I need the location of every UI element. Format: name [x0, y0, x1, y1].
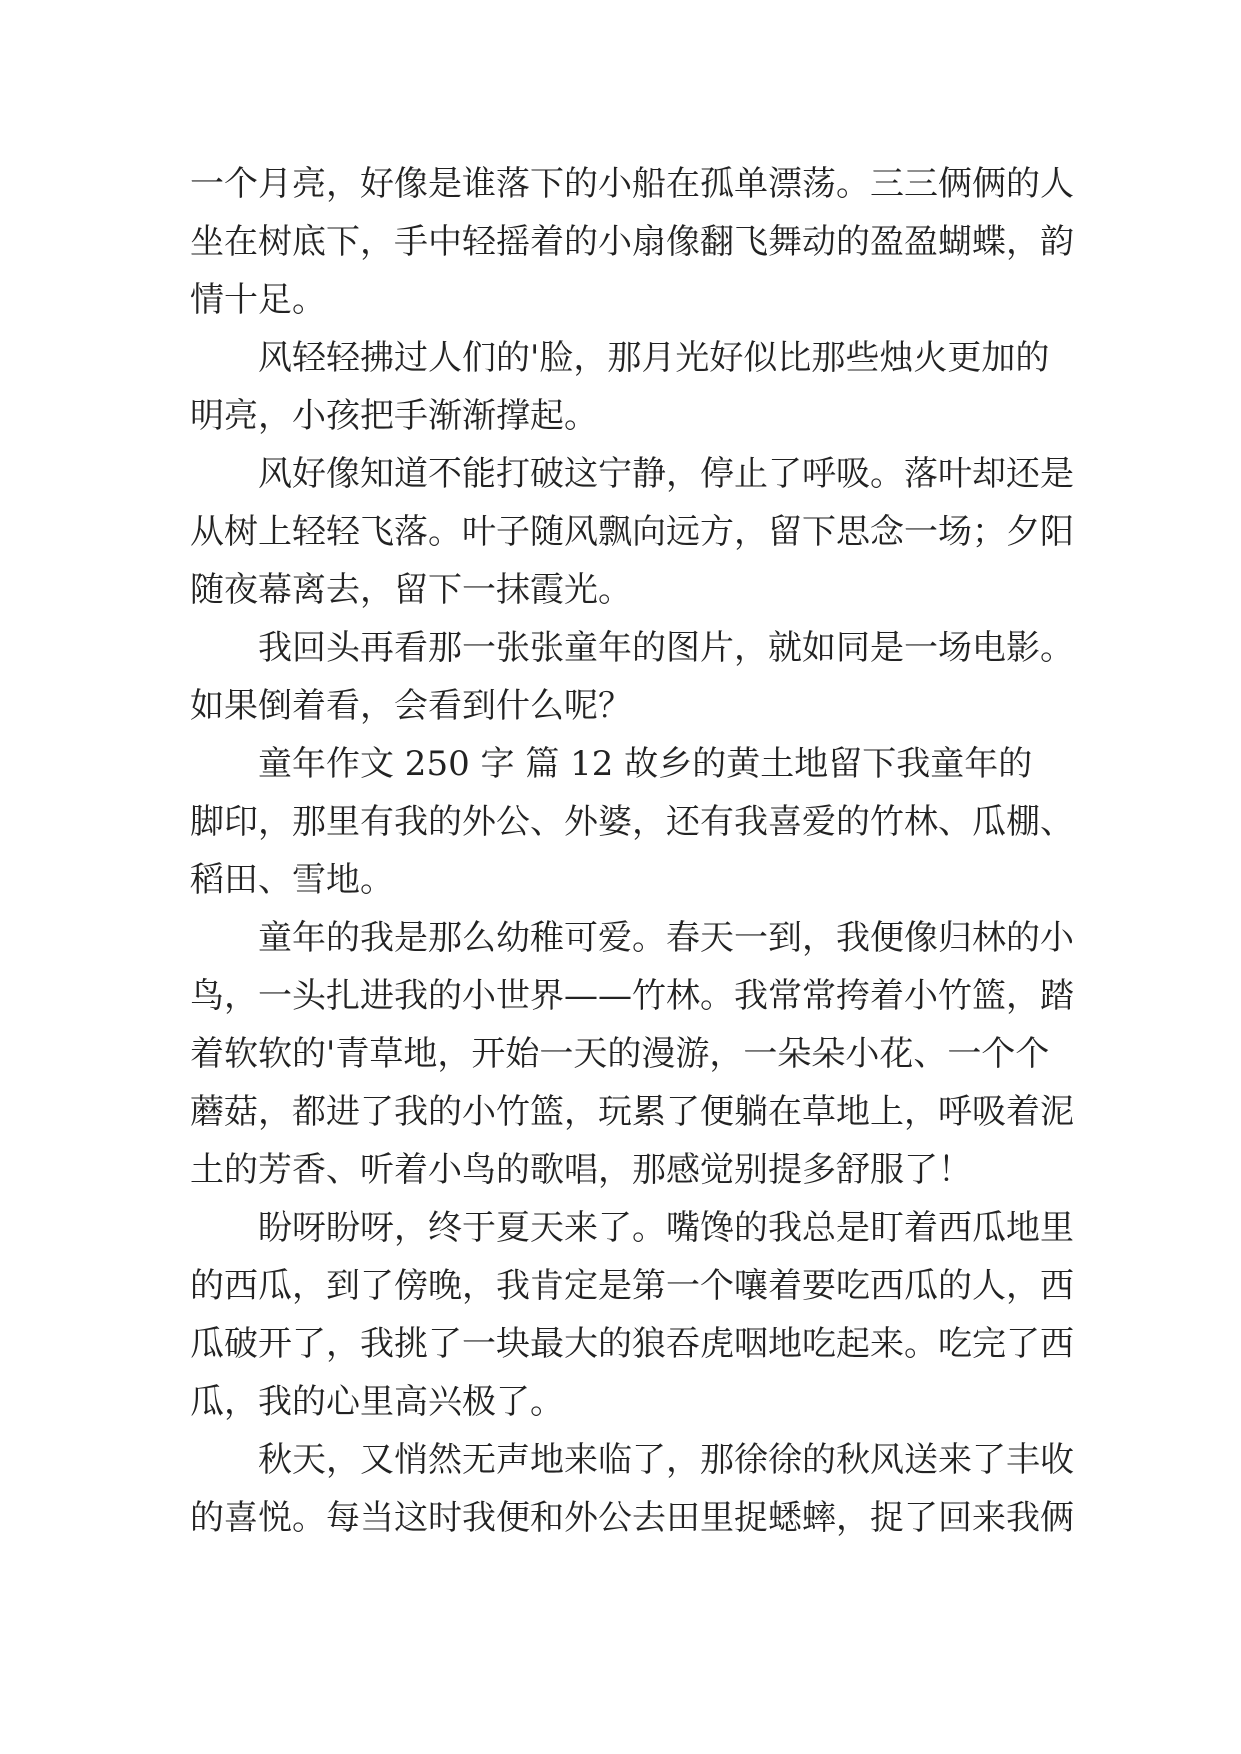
text-line: 童年的我是那么幼稚可爱。春天一到，我便像归林的小: [258, 918, 1074, 958]
text-line: 风轻轻拂过人们的'脸，那月光好似比那些烛火更加的: [258, 338, 1050, 378]
section-heading-line: 童年作文 250 字 篇 12 故乡的黄土地留下我童年的: [258, 744, 1033, 784]
text-line: 随夜幕离去，留下一抹霞光。: [190, 570, 632, 610]
text-line: 盼呀盼呀，终于夏天来了。嘴馋的我总是盯着西瓜地里: [258, 1208, 1074, 1248]
text-line: 脚印，那里有我的外公、外婆，还有我喜爱的竹林、瓜棚、: [190, 802, 1074, 842]
text-line: 瓜，我的心里高兴极了。: [190, 1382, 564, 1422]
text-line: 蘑菇，都进了我的小竹篮，玩累了便躺在草地上，呼吸着泥: [190, 1092, 1074, 1132]
text-line: 一个月亮，好像是谁落下的小船在孤单漂荡。三三俩俩的人: [190, 164, 1074, 204]
text-line: 着软软的'青草地，开始一天的漫游，一朵朵小花、一个个: [190, 1034, 1050, 1074]
text-line: 鸟，一头扎进我的小世界——竹林。我常常挎着小竹篮，踏: [190, 976, 1074, 1016]
text-line: 我回头再看那一张张童年的图片，就如同是一场电影。: [258, 628, 1074, 668]
text-line: 如果倒着看，会看到什么呢？: [190, 686, 632, 726]
text-line: 土的芳香、听着小鸟的歌唱，那感觉别提多舒服了！: [190, 1150, 972, 1190]
text-line: 风好像知道不能打破这宁静，停止了呼吸。落叶却还是: [258, 454, 1074, 494]
article-body: [190, 155, 1074, 1547]
text-line: 的喜悦。每当这时我便和外公去田里捉蟋蟀，捉了回来我俩: [190, 1498, 1074, 1538]
text-line: 稻田、雪地。: [190, 860, 394, 900]
text-line: 坐在树底下，手中轻摇着的小扇像翻飞舞动的盈盈蝴蝶，韵: [190, 222, 1074, 262]
text-line: 瓜破开了，我挑了一块最大的狼吞虎咽地吃起来。吃完了西: [190, 1324, 1074, 1364]
text-line: 情十足。: [190, 280, 326, 320]
text-line: 从树上轻轻飞落。叶子随风飘向远方，留下思念一场；夕阳: [190, 512, 1074, 552]
text-line: 的西瓜，到了傍晚，我肯定是第一个嚷着要吃西瓜的人，西: [190, 1266, 1074, 1306]
text-line: 秋天，又悄然无声地来临了，那徐徐的秋风送来了丰收: [258, 1440, 1074, 1480]
text-line: 明亮，小孩把手渐渐撑起。: [190, 396, 598, 436]
